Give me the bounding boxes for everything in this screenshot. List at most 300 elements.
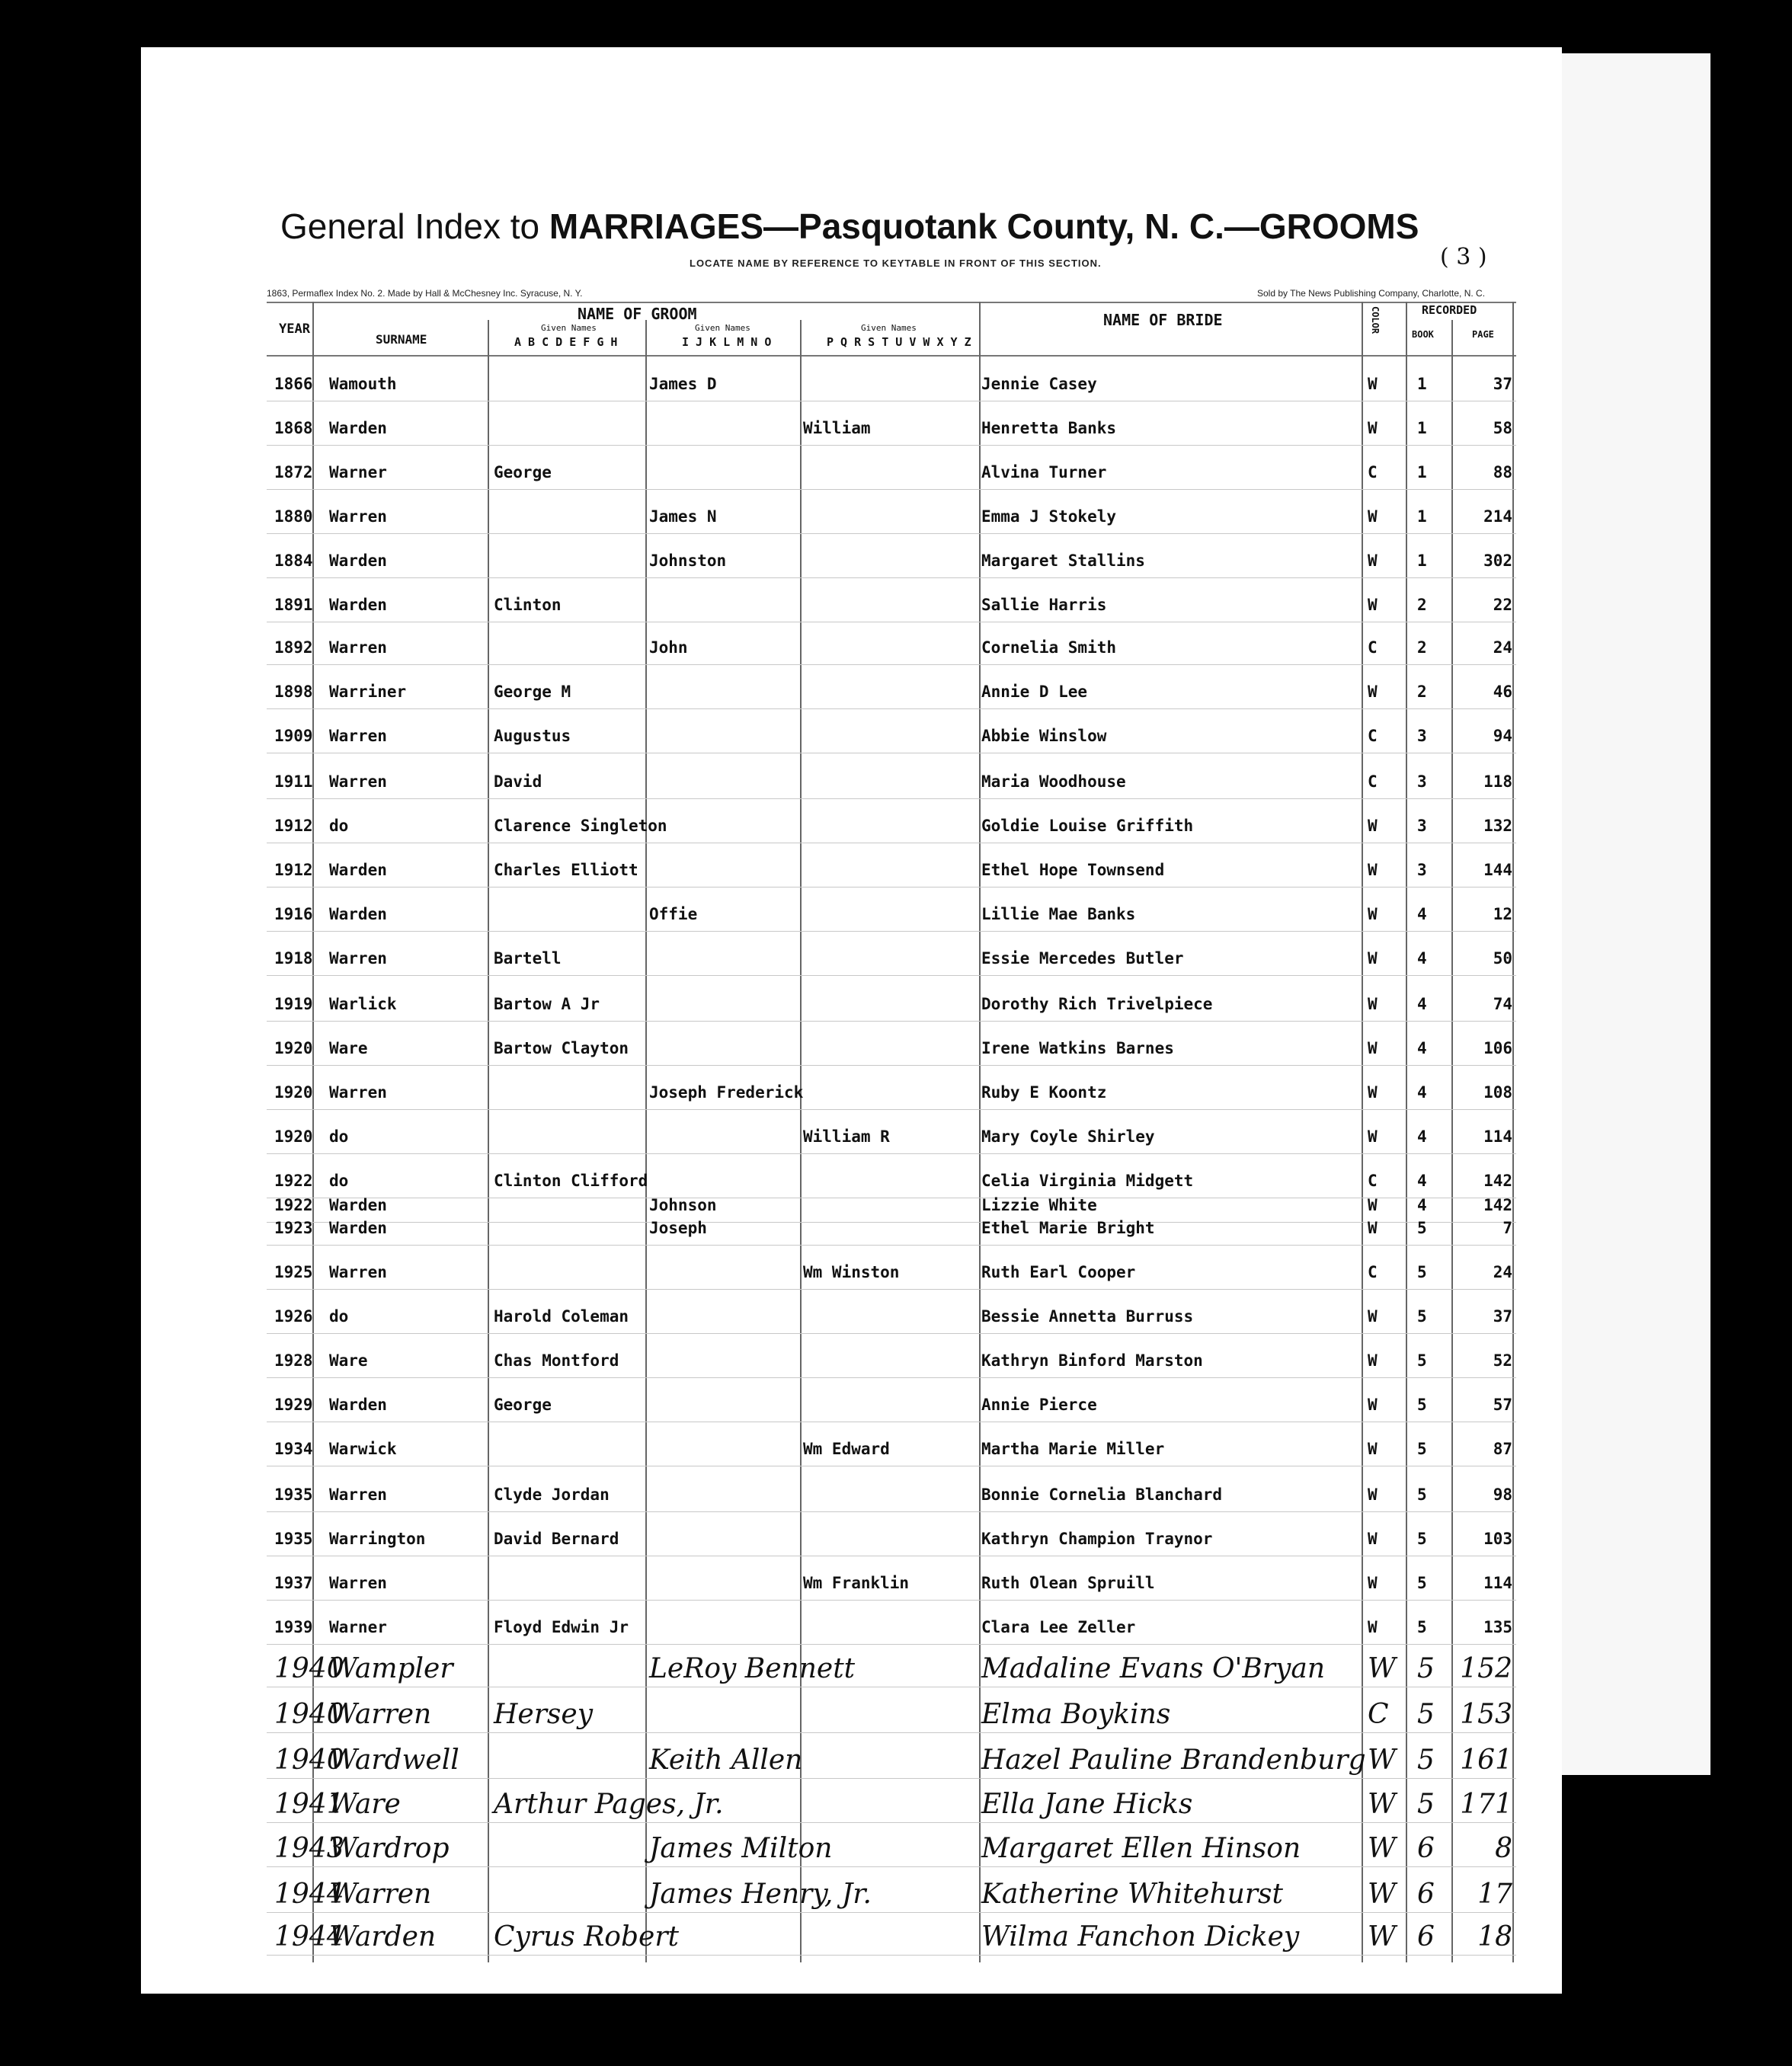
color-cell: W (1368, 1653, 1397, 1684)
header-name-of-groom: NAME OF GROOM (578, 305, 697, 323)
page-cell: 142 (1483, 1196, 1512, 1214)
year-cell: 1868 (274, 419, 313, 437)
bride-name-cell: Clara Lee Zeller (981, 1618, 1136, 1636)
color-cell: W (1368, 1921, 1397, 1952)
header-color: COLOR (1370, 306, 1381, 334)
header-given3-letters: P Q R S T U V W X Y Z (827, 335, 971, 349)
header-name-of-bride: NAME OF BRIDE (1103, 311, 1223, 329)
page-cell: 8 (1495, 1833, 1512, 1864)
color-cell: C (1368, 772, 1378, 791)
page-cell: 46 (1493, 683, 1512, 701)
bride-name-cell: Ruth Olean Spruill (981, 1574, 1155, 1592)
surname-cell: Ware (329, 1351, 368, 1370)
book-cell: 6 (1417, 1921, 1435, 1952)
header-top-rule (267, 302, 1516, 303)
year-cell: 1912 (274, 861, 313, 879)
book-cell: 2 (1417, 596, 1427, 614)
row-rule (267, 1377, 1516, 1378)
year-cell: 1925 (274, 1263, 313, 1281)
page-cell: 50 (1493, 949, 1512, 967)
year-cell: 1891 (274, 596, 313, 614)
bride-name-cell: Abbie Winslow (981, 727, 1107, 745)
book-cell: 6 (1417, 1879, 1435, 1910)
given-names-a-h-cell: Chas Montford (494, 1351, 619, 1370)
surname-cell: Warren (329, 1699, 432, 1730)
year-cell: 1940 (274, 1745, 344, 1776)
book-cell: 3 (1417, 772, 1427, 791)
given-names-i-o-cell: James Milton (649, 1833, 833, 1864)
page-cell: 22 (1493, 596, 1512, 614)
book-cell: 5 (1417, 1653, 1435, 1684)
surname-cell: Warden (329, 596, 387, 614)
color-cell: W (1368, 995, 1378, 1013)
surname-cell: Wardrop (329, 1833, 450, 1864)
page-cell: 214 (1483, 507, 1512, 526)
table-row (0, 1653, 1792, 1684)
header-given-names-3: Given Names (861, 323, 917, 333)
book-cell: 1 (1417, 375, 1427, 393)
table-row (0, 1921, 1792, 1952)
bride-name-cell: Henretta Banks (981, 419, 1117, 437)
page-cell: 37 (1493, 1307, 1512, 1326)
page-cell: 153 (1460, 1699, 1512, 1730)
book-cell: 4 (1417, 1039, 1427, 1057)
bride-name-cell: Annie D Lee (981, 683, 1088, 701)
given-names-a-h-cell: Bartow A Jr (494, 995, 600, 1013)
book-cell: 5 (1417, 1789, 1435, 1820)
given-names-a-h-cell: David (494, 772, 542, 791)
page-cell: 37 (1493, 375, 1512, 393)
page-cell: 132 (1483, 817, 1512, 835)
row-rule (267, 708, 1516, 709)
given-names-a-h-cell: Clinton Clifford (494, 1172, 648, 1190)
color-cell: C (1368, 727, 1378, 745)
page-cell: 24 (1493, 1263, 1512, 1281)
table-row (0, 772, 1792, 803)
given-names-a-h-cell: Bartow Clayton (494, 1039, 629, 1057)
table-row (0, 1486, 1792, 1516)
header-book: BOOK (1412, 329, 1434, 340)
year-cell: 1911 (274, 772, 313, 791)
given-names-i-o-cell: Keith Allen (649, 1745, 803, 1776)
book-cell: 5 (1417, 1486, 1427, 1504)
surname-cell: Ware (329, 1789, 401, 1820)
table-row (0, 552, 1792, 582)
book-cell: 5 (1417, 1699, 1435, 1730)
page-cell: 161 (1460, 1745, 1512, 1776)
year-cell: 1880 (274, 507, 313, 526)
bride-name-cell: Essie Mercedes Butler (981, 949, 1184, 967)
given-names-i-o-cell: James Henry, Jr. (649, 1879, 872, 1910)
page-number: ( 3 ) (1440, 244, 1487, 270)
year-cell: 1892 (274, 638, 313, 657)
header-given2-letters: I J K L M N O (682, 335, 772, 349)
color-cell: W (1368, 905, 1378, 923)
given-names-p-z-cell: William R (803, 1127, 890, 1146)
bride-name-cell: Ethel Marie Bright (981, 1219, 1155, 1237)
page-cell: 52 (1493, 1351, 1512, 1370)
given-names-p-z-cell: Wm Winston (803, 1263, 900, 1281)
color-cell: W (1368, 1486, 1378, 1504)
book-cell: 3 (1417, 861, 1427, 879)
row-rule (267, 798, 1516, 799)
row-rule (267, 1021, 1516, 1022)
color-cell: W (1368, 949, 1378, 967)
header-year: YEAR (279, 321, 310, 337)
book-cell: 4 (1417, 905, 1427, 923)
surname-cell: Warren (329, 1574, 387, 1592)
year-cell: 1920 (274, 1127, 313, 1146)
row-rule (267, 577, 1516, 578)
surname-cell: Warlick (329, 995, 397, 1013)
page-cell: 152 (1460, 1653, 1512, 1684)
page-cell: 12 (1493, 905, 1512, 923)
color-cell: W (1368, 1440, 1378, 1458)
book-cell: 2 (1417, 638, 1427, 657)
given-names-i-o-cell: LeRoy Bennett (649, 1653, 856, 1684)
color-cell: W (1368, 1083, 1378, 1102)
table-row (0, 1745, 1792, 1775)
bride-name-cell: Margaret Ellen Hinson (981, 1833, 1301, 1864)
table-row (0, 727, 1792, 757)
bride-name-cell: Hazel Pauline Brandenburg (981, 1745, 1366, 1776)
year-cell: 1928 (274, 1351, 313, 1370)
surname-cell: do (329, 1172, 349, 1190)
page-title: General Index to MARRIAGES—Pasquotank County, N. C.—GROOMS (280, 206, 1419, 246)
surname-cell: Warren (329, 507, 387, 526)
bride-name-cell: Bonnie Cornelia Blanchard (981, 1486, 1223, 1504)
bride-name-cell: Lizzie White (981, 1196, 1097, 1214)
table-row (0, 995, 1792, 1025)
page-cell: 58 (1493, 419, 1512, 437)
surname-cell: Warden (329, 552, 387, 570)
header-page: PAGE (1472, 329, 1494, 340)
given-names-i-o-cell: John (649, 638, 688, 657)
bride-name-cell: Goldie Louise Griffith (981, 817, 1194, 835)
table-row (0, 1699, 1792, 1729)
page-cell: 135 (1483, 1618, 1512, 1636)
year-cell: 1926 (274, 1307, 313, 1326)
surname-cell: Warren (329, 727, 387, 745)
row-rule (267, 664, 1516, 665)
book-cell: 3 (1417, 817, 1427, 835)
color-cell: W (1368, 1396, 1378, 1414)
page-cell: 24 (1493, 638, 1512, 657)
row-rule (267, 1644, 1516, 1645)
bride-name-cell: Kathryn Champion Traynor (981, 1530, 1213, 1548)
book-cell: 1 (1417, 552, 1427, 570)
year-cell: 1884 (274, 552, 313, 570)
table-row (0, 596, 1792, 626)
year-cell: 1943 (274, 1833, 344, 1864)
color-cell: W (1368, 1745, 1397, 1776)
bride-name-cell: Cornelia Smith (981, 638, 1117, 657)
header-recorded: RECORDED (1422, 303, 1477, 317)
year-cell: 1922 (274, 1172, 313, 1190)
given-names-a-h-cell: Cyrus Robert (494, 1921, 679, 1952)
bride-name-cell: Sallie Harris (981, 596, 1107, 614)
subtitle-note: LOCATE NAME BY REFERENCE TO KEYTABLE IN FRONT OF THIS SECTION. (690, 257, 1102, 269)
table-row (0, 1307, 1792, 1338)
row-rule (267, 1912, 1516, 1913)
page-cell: 142 (1483, 1172, 1512, 1190)
year-cell: 1866 (274, 375, 313, 393)
color-cell: W (1368, 1196, 1378, 1214)
given-names-a-h-cell: Harold Coleman (494, 1307, 629, 1326)
year-cell: 1872 (274, 463, 313, 481)
book-cell: 5 (1417, 1396, 1427, 1414)
surname-cell: Warrington (329, 1530, 426, 1548)
row-rule (267, 1600, 1516, 1601)
surname-cell: Warden (329, 1396, 387, 1414)
bride-name-cell: Lillie Mae Banks (981, 905, 1136, 923)
table-row (0, 1618, 1792, 1649)
color-cell: C (1368, 1699, 1389, 1730)
table-row (0, 1351, 1792, 1382)
year-cell: 1923 (274, 1219, 313, 1237)
book-cell: 6 (1417, 1833, 1435, 1864)
header-given-names-1: Given Names (541, 323, 597, 333)
book-cell: 1 (1417, 419, 1427, 437)
table-row (0, 419, 1792, 449)
row-rule (267, 1289, 1516, 1290)
year-cell: 1919 (274, 995, 313, 1013)
surname-cell: do (329, 1127, 349, 1146)
book-cell: 4 (1417, 1172, 1427, 1190)
bride-name-cell: Ruth Earl Cooper (981, 1263, 1136, 1281)
table-row (0, 1127, 1792, 1158)
color-cell: W (1368, 507, 1378, 526)
color-cell: W (1368, 1351, 1378, 1370)
given-names-i-o-cell: Joseph Frederick (649, 1083, 804, 1102)
color-cell: W (1368, 1789, 1397, 1820)
table-row (0, 463, 1792, 494)
surname-cell: Warren (329, 1486, 387, 1504)
table-row (0, 507, 1792, 538)
table-row (0, 1440, 1792, 1470)
given-names-a-h-cell: George (494, 1396, 552, 1414)
year-cell: 1940 (274, 1653, 344, 1684)
table-row (0, 638, 1792, 669)
given-names-p-z-cell: Wm Franklin (803, 1574, 910, 1592)
color-cell: C (1368, 1263, 1378, 1281)
page-cell: 94 (1493, 727, 1512, 745)
color-cell: W (1368, 1530, 1378, 1548)
color-cell: W (1368, 683, 1378, 701)
bride-name-cell: Irene Watkins Barnes (981, 1039, 1174, 1057)
surname-cell: Warren (329, 1263, 387, 1281)
year-cell: 1944 (274, 1879, 344, 1910)
color-cell: W (1368, 1039, 1378, 1057)
surname-cell: Ware (329, 1039, 368, 1057)
color-cell: W (1368, 861, 1378, 879)
color-cell: W (1368, 1574, 1378, 1592)
year-cell: 1918 (274, 949, 313, 967)
surname-cell: do (329, 1307, 349, 1326)
table-row (0, 1396, 1792, 1426)
book-cell: 5 (1417, 1263, 1427, 1281)
year-cell: 1934 (274, 1440, 313, 1458)
book-cell: 5 (1417, 1219, 1427, 1237)
given-names-p-z-cell: William (803, 419, 871, 437)
page-cell: 87 (1493, 1440, 1512, 1458)
color-cell: C (1368, 463, 1378, 481)
given-names-i-o-cell: Joseph (649, 1219, 707, 1237)
surname-cell: Warden (329, 1921, 437, 1952)
surname-cell: Warriner (329, 683, 407, 701)
bride-name-cell: Katherine Whitehurst (981, 1879, 1283, 1910)
table-row (0, 1574, 1792, 1604)
surname-cell: Warren (329, 772, 387, 791)
page-cell: 74 (1493, 995, 1512, 1013)
row-rule (267, 1732, 1516, 1733)
page-cell: 302 (1483, 552, 1512, 570)
color-cell: W (1368, 817, 1378, 835)
book-cell: 4 (1417, 1127, 1427, 1146)
color-cell: W (1368, 596, 1378, 614)
book-cell: 1 (1417, 463, 1427, 481)
year-cell: 1912 (274, 817, 313, 835)
given-names-a-h-cell: Floyd Edwin Jr (494, 1618, 629, 1636)
bride-name-cell: Ethel Hope Townsend (981, 861, 1165, 879)
page-cell: 103 (1483, 1530, 1512, 1548)
year-cell: 1935 (274, 1486, 313, 1504)
page-cell: 114 (1483, 1574, 1512, 1592)
color-cell: W (1368, 1618, 1378, 1636)
page-cell: 118 (1483, 772, 1512, 791)
surname-cell: Warden (329, 419, 387, 437)
bride-name-cell: Margaret Stallins (981, 552, 1145, 570)
book-cell: 5 (1417, 1618, 1427, 1636)
given-names-a-h-cell: Clinton (494, 596, 562, 614)
year-cell: 1920 (274, 1083, 313, 1102)
row-rule (267, 489, 1516, 490)
year-cell: 1937 (274, 1574, 313, 1592)
row-rule (267, 1778, 1516, 1779)
page-cell: 7 (1502, 1219, 1512, 1237)
bride-name-cell: Mary Coyle Shirley (981, 1127, 1155, 1146)
surname-cell: Warren (329, 1879, 432, 1910)
book-cell: 3 (1417, 727, 1427, 745)
table-row (0, 905, 1792, 935)
table-row (0, 1263, 1792, 1294)
surname-cell: Warden (329, 861, 387, 879)
surname-cell: Warden (329, 905, 387, 923)
page-cell: 18 (1477, 1921, 1512, 1952)
surname-cell: Warner (329, 1618, 387, 1636)
year-cell: 1909 (274, 727, 313, 745)
book-cell: 5 (1417, 1351, 1427, 1370)
color-cell: W (1368, 375, 1378, 393)
header-given1-letters: A B C D E F G H (514, 335, 618, 349)
row-rule (267, 533, 1516, 534)
color-cell: W (1368, 1307, 1378, 1326)
surname-cell: Wampler (329, 1653, 453, 1684)
book-cell: 4 (1417, 995, 1427, 1013)
given-names-a-h-cell: George M (494, 683, 571, 701)
year-cell: 1935 (274, 1530, 313, 1548)
surname-cell: Warren (329, 949, 387, 967)
bride-name-cell: Madaline Evans O'Bryan (981, 1653, 1326, 1684)
bride-name-cell: Maria Woodhouse (981, 772, 1126, 791)
table-row (0, 817, 1792, 847)
book-cell: 5 (1417, 1745, 1435, 1776)
given-names-i-o-cell: James N (649, 507, 717, 526)
year-cell: 1929 (274, 1396, 313, 1414)
surname-cell: Wardwell (329, 1745, 459, 1776)
given-names-a-h-cell: George (494, 463, 552, 481)
surname-cell: Wamouth (329, 375, 397, 393)
given-names-i-o-cell: James D (649, 375, 717, 393)
row-rule (267, 1333, 1516, 1334)
given-names-i-o-cell: Offie (649, 905, 698, 923)
page-cell: 98 (1493, 1486, 1512, 1504)
header-bottom-rule (267, 355, 1516, 357)
color-cell: W (1368, 1127, 1378, 1146)
seller-imprint: Sold by The News Publishing Company, Charlotte, N. C. (1257, 288, 1486, 299)
table-row (0, 1219, 1792, 1249)
color-cell: W (1368, 1879, 1397, 1910)
bride-name-cell: Bessie Annetta Burruss (981, 1307, 1194, 1326)
given-names-a-h-cell: Clyde Jordan (494, 1486, 610, 1504)
given-names-a-h-cell: Bartell (494, 949, 562, 967)
given-names-i-o-cell: Johnson (649, 1196, 717, 1214)
surname-cell: Warren (329, 638, 387, 657)
given-names-a-h-cell: Augustus (494, 727, 571, 745)
table-row (0, 375, 1792, 405)
row-rule (267, 975, 1516, 976)
bride-name-cell: Jennie Casey (981, 375, 1097, 393)
table-row (0, 1833, 1792, 1863)
row-rule (267, 1065, 1516, 1066)
bride-name-cell: Ella Jane Hicks (981, 1789, 1193, 1820)
page-cell: 171 (1460, 1789, 1512, 1820)
row-rule (267, 1511, 1516, 1512)
book-cell: 5 (1417, 1307, 1427, 1326)
bride-name-cell: Alvina Turner (981, 463, 1107, 481)
page-cell: 106 (1483, 1039, 1512, 1057)
surname-cell: Warden (329, 1219, 387, 1237)
bride-name-cell: Annie Pierce (981, 1396, 1097, 1414)
book-cell: 1 (1417, 507, 1427, 526)
given-names-i-o-cell: Johnston (649, 552, 727, 570)
table-row (0, 1083, 1792, 1114)
year-cell: 1898 (274, 683, 313, 701)
page-cell: 17 (1477, 1879, 1512, 1910)
page-cell: 114 (1483, 1127, 1512, 1146)
color-cell: C (1368, 1172, 1378, 1190)
row-rule (267, 1866, 1516, 1867)
table-row (0, 1530, 1792, 1560)
table-row (0, 1879, 1792, 1909)
row-rule (267, 1822, 1516, 1823)
color-cell: W (1368, 1833, 1397, 1864)
page-cell: 88 (1493, 463, 1512, 481)
row-rule (267, 445, 1516, 446)
row-rule (267, 1109, 1516, 1110)
table-row (0, 683, 1792, 713)
surname-cell: Warner (329, 463, 387, 481)
book-cell: 4 (1417, 1196, 1427, 1214)
row-rule (267, 931, 1516, 932)
bride-name-cell: Wilma Fanchon Dickey (981, 1921, 1300, 1952)
bride-name-cell: Emma J Stokely (981, 507, 1117, 526)
book-cell: 4 (1417, 1083, 1427, 1102)
color-cell: W (1368, 419, 1378, 437)
surname-cell: do (329, 817, 349, 835)
year-cell: 1939 (274, 1618, 313, 1636)
given-names-a-h-cell: Clarence Singleton (494, 817, 667, 835)
